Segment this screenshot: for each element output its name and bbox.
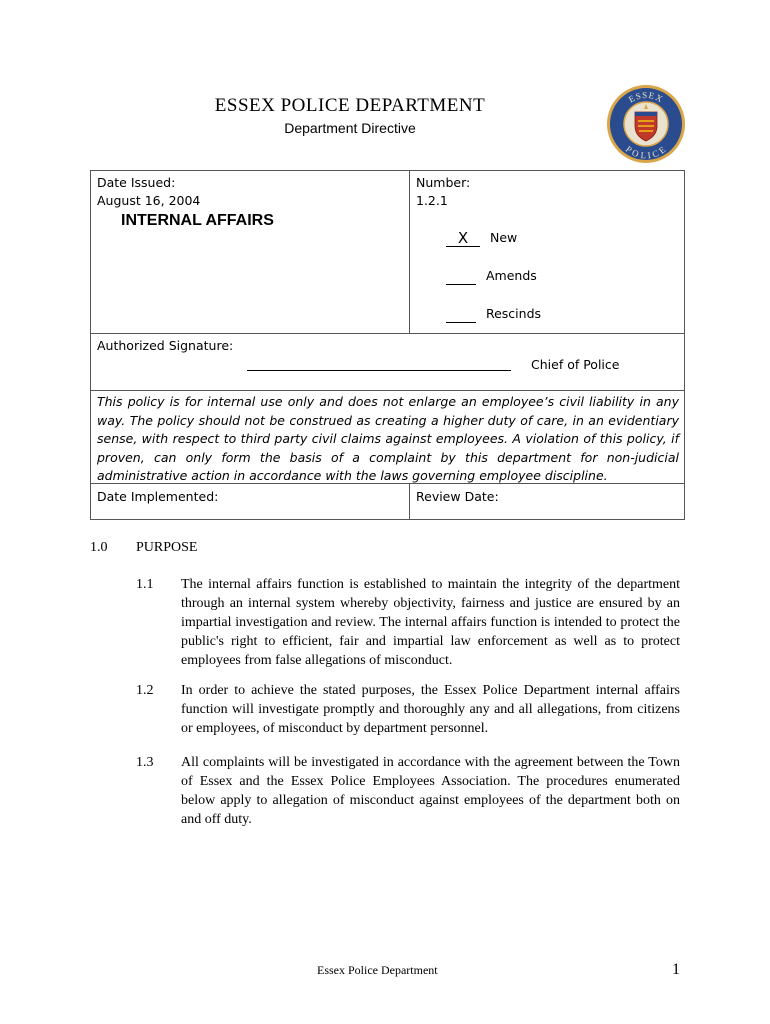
date-issued-value: August 16, 2004 — [97, 193, 201, 208]
section-title: PURPOSE — [136, 540, 198, 555]
section-number: 1.0 — [90, 540, 108, 555]
directive-header-table — [90, 170, 685, 520]
date-issued-label: Date Issued: — [97, 175, 176, 190]
seal-bottom-text: POLICE — [623, 143, 669, 161]
status-mark-amends — [446, 269, 476, 285]
directive-subject: INTERNAL AFFAIRS — [121, 212, 274, 229]
date-implemented-label: Date Implemented: — [97, 489, 219, 504]
status-label-amends: Amends — [485, 268, 537, 283]
police-seal-icon — [606, 84, 686, 164]
status-label-new: New — [489, 230, 518, 245]
status-mark-rescinds — [446, 307, 476, 323]
paragraph-number: 1.1 — [136, 577, 154, 592]
seal-top-text: ESSEX — [626, 89, 666, 105]
paragraph-number: 1.3 — [136, 755, 154, 770]
paragraph-text: All complaints will be investigated in accordance with the agreement between the Town of Essex and the Essex Police Employees Association. The procedures enumerated below apply to allegation of misconduct against employees of the department both on and off duty. — [181, 755, 680, 827]
number-label: Number: — [416, 175, 471, 190]
review-date-label: Review Date: — [416, 489, 499, 504]
status-mark-new: X — [446, 231, 480, 247]
policy-notice: This policy is for internal use only and does not enlarge an employee’s civil liability in any way. The policy should not be construed as creating a higher duty of care, in an evidentiary sense, with respect to third party civil claims against employees. A violation of this policy, if proven, can only form the basis of a complaint by this department for non-judicial administrative action in accordance with the laws governing employee discipline. — [97, 394, 679, 483]
paragraph-text: The internal affairs function is established to maintain the integrity of the department through an internal system whereby objectivity, fairness and justice are ensured by an impartial investigation and review. The internal affairs function is intended to protect the public's right to efficient, fair and impartial law enforcement as well as to protect employees from false allegations of misconduct. — [181, 577, 680, 668]
page-number: 1 — [672, 961, 680, 978]
paragraph-number: 1.2 — [136, 683, 154, 698]
signature-title: Chief of Police — [531, 357, 620, 372]
footer-department: Essex Police Department — [317, 963, 438, 977]
number-value: 1.2.1 — [416, 193, 448, 208]
paragraph-text: In order to achieve the stated purposes, the Essex Police Department internal affairs function will investigate promptly and thoroughly any and all allegations, from citizens or employees, of misconduct by department personnel. — [181, 683, 680, 736]
signature-label: Authorized Signature: — [97, 338, 234, 353]
status-option-amends — [446, 267, 537, 285]
status-label-rescinds: Rescinds — [485, 306, 542, 321]
document-title: ESSEX POLICE DEPARTMENT — [214, 95, 486, 116]
document-subtitle: Department Directive — [284, 120, 416, 136]
status-option-rescinds — [446, 305, 541, 323]
signature-line — [247, 370, 511, 371]
status-option-new — [446, 229, 517, 247]
